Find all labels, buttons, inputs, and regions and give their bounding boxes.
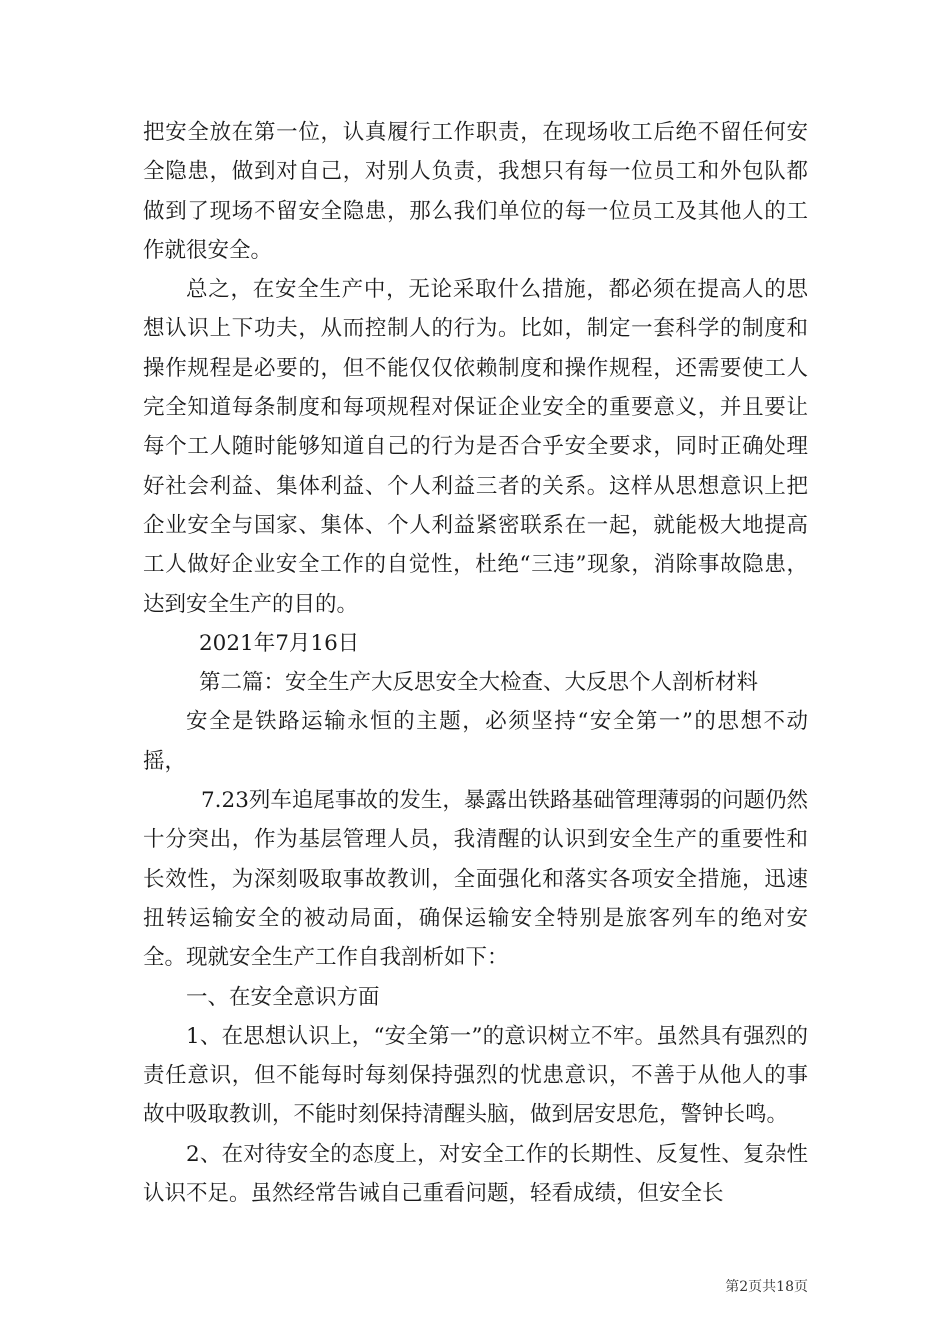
paragraph-item-1: 1、在思想认识上，“安全第一”的意识树立不牢。虽然具有强烈的责任意识，但不能每时每刻保持强烈的忧患意识，不善于从他人的事故中吸取教训，不能时刻保持清醒头脑，做到居安思危，警钟长鸣。 <box>143 1023 808 1128</box>
paragraph-item-2: 2、在对待安全的态度上，对安全工作的长期性、反复性、复杂性认识不足。虽然经常告诫自己重看问题，轻看成绩，但安全长 <box>143 1141 808 1207</box>
paragraph-intro: 安全是铁路运输永恒的主题，必须坚持“安全第一”的思想不动摇， <box>143 709 808 774</box>
paragraph-summary: 总之，在安全生产中，无论采取什么措施，都必须在提高人的思想认识上下功夫，从而控制人的行为。比如，制定一套科学的制度和操作规程是必要的，但不能仅仅依赖制度和操作规程，还需要使工人完全知道每条制度和每项规程对保证企业安全的重要意义，并且要让每个工人随时能够知道自己的行为是否合乎安全要求，同时正确处理好社会利益、集体利益、个人利益三者的关系。这样从思想意识上把企业安全与国家、集体、个人利益紧密联系在一起，就能极大地提高工人做好企业安全工作的自觉性，杜绝“三违”现象，消除事故隐患，达到安全生产的目的。 <box>143 277 808 617</box>
paragraph-accident: 7.23列车追尾事故的发生，暴露出铁路基础管理薄弱的问题仍然十分突出，作为基层管理人员，我清醒的认识到安全生产的重要性和长效性，为深刻吸取事故教训，全面强化和落实各项安全措施，迅速扭转运输安全的被动局面，确保运输安全特别是旅客列车的绝对安全。现就安全生产工作自我剖析如下： <box>143 788 808 971</box>
section-title: 第二篇：安全生产大反思安全大检查、大反思个人剖析材料 <box>199 670 759 696</box>
subsection-heading: 一、在安全意识方面 <box>186 984 380 1010</box>
document-body <box>143 113 808 1213</box>
date-line: 2021年7月16日 <box>199 630 360 656</box>
paragraph-continuation: 把安全放在第一位，认真履行工作职责，在现场收工后绝不留任何安全隐患，做到对自己，对别人负责，我想只有每一位员工和外包队都做到了现场不留安全隐患，那么我们单位的每一位员工及其他人的工作就很安全。 <box>143 120 808 263</box>
page-number: 第2页共18页 <box>725 1279 808 1295</box>
